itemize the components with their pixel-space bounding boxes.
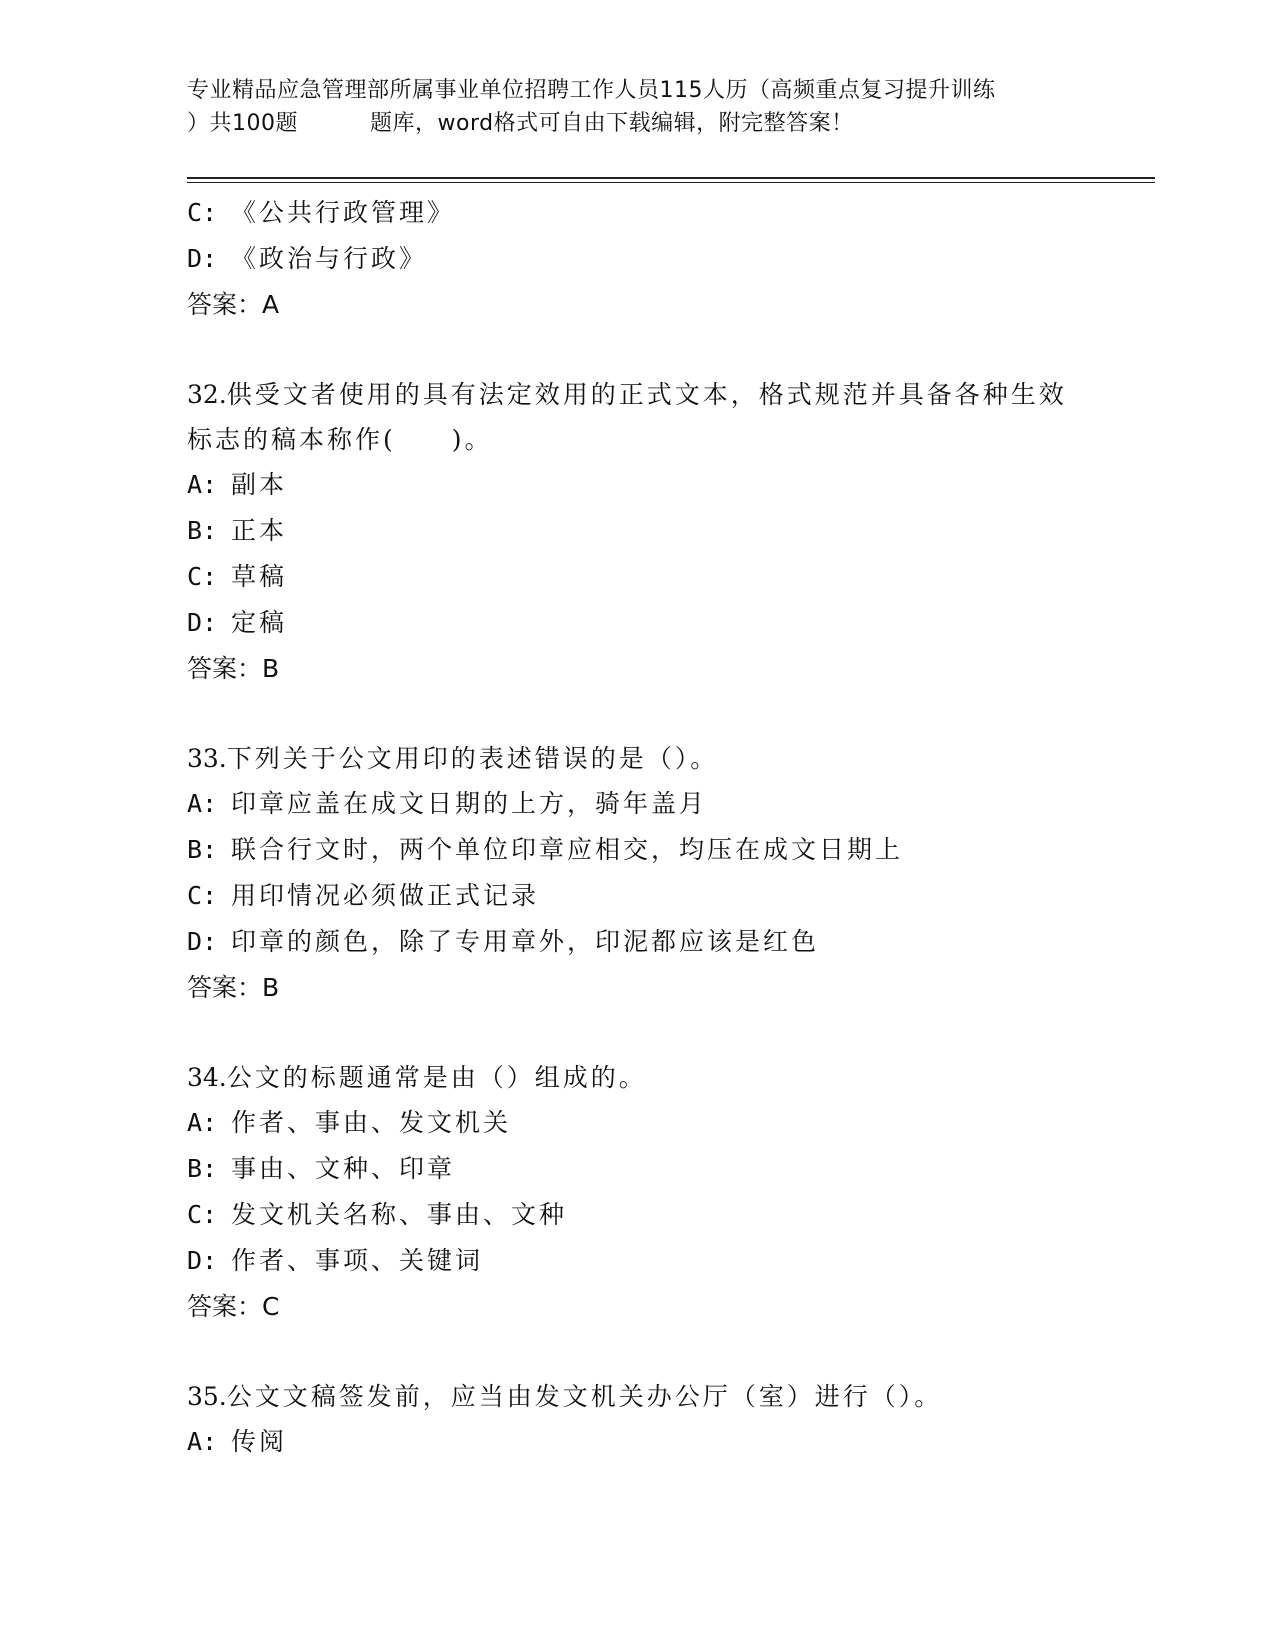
option-c — [187, 190, 1087, 236]
option-text: 《政治与行政》 — [231, 244, 428, 273]
question-31-continued — [187, 190, 1087, 328]
option-text: 草稿 — [231, 562, 288, 591]
header-divider-thin — [187, 182, 1155, 183]
question-number: 32. — [187, 380, 227, 409]
option-text: 副本 — [231, 470, 288, 499]
option-text: 《公共行政管理》 — [231, 198, 456, 227]
option-text: 正本 — [231, 516, 288, 545]
option-label: B: — [187, 1154, 218, 1183]
option-label: C: — [187, 1200, 218, 1229]
option-text: 联合行文时，两个单位印章应相交，均压在成文日期上 — [231, 835, 904, 864]
option-a — [187, 781, 1087, 827]
question-34 — [187, 1055, 1087, 1330]
option-label: B: — [187, 835, 218, 864]
question-32 — [187, 372, 1087, 692]
question-stem — [187, 1374, 1067, 1419]
option-text: 印章应盖在成文日期的上方，骑年盖月 — [231, 789, 708, 818]
question-stem — [187, 736, 1067, 781]
answer-line: 答案：A — [187, 290, 280, 319]
question-text: 公文的标题通常是由（）组成的。 — [226, 1063, 647, 1092]
option-label: A: — [187, 789, 218, 818]
option-text: 发文机关名称、事由、文种 — [231, 1200, 568, 1229]
option-d — [187, 600, 1087, 646]
option-label: D: — [187, 927, 218, 956]
answer-line: 答案：B — [187, 654, 280, 683]
option-d — [187, 1238, 1087, 1284]
option-label: A: — [187, 470, 218, 499]
option-text: 印章的颜色，除了专用章外，印泥都应该是红色 — [231, 927, 820, 956]
option-c — [187, 554, 1087, 600]
question-stem — [187, 372, 1067, 462]
header-line-1: 专业精品应急管理部所属事业单位招聘工作人员115人历（高频重点复习提升训练 — [187, 78, 996, 103]
header-divider-thick — [187, 177, 1155, 179]
option-label: A: — [187, 1427, 218, 1456]
option-a — [187, 1100, 1087, 1146]
option-label: D: — [187, 244, 218, 273]
option-b — [187, 1146, 1087, 1192]
header-line-2-a: ）共100题 — [187, 111, 298, 136]
option-label: A: — [187, 1108, 218, 1137]
answer-line: 答案：B — [187, 973, 280, 1002]
document-header — [187, 74, 1107, 140]
question-stem — [187, 1055, 1067, 1100]
option-label: D: — [187, 1246, 218, 1275]
option-a — [187, 1419, 1087, 1465]
answer-line: 答案：C — [187, 1292, 280, 1321]
question-text: 公文文稿签发前，应当由发文机关办公厅（室）进行（）。 — [226, 1382, 943, 1411]
header-line-2 — [187, 107, 1107, 140]
option-c — [187, 873, 1087, 919]
option-label: C: — [187, 198, 218, 227]
question-number: 34. — [187, 1063, 227, 1092]
question-text: 下列关于公文用印的表述错误的是（）。 — [226, 744, 719, 773]
question-text: 供受文者使用的具有法定效用的正式文本，格式规范并具备各种生效标志的稿本称作( )。 — [187, 380, 1067, 454]
option-d — [187, 919, 1087, 965]
option-a — [187, 462, 1087, 508]
question-number: 33. — [187, 744, 227, 773]
option-text: 用印情况必须做正式记录 — [231, 881, 540, 910]
option-b — [187, 508, 1087, 554]
option-c — [187, 1192, 1087, 1238]
option-b — [187, 827, 1087, 873]
question-35 — [187, 1374, 1087, 1465]
question-number: 35. — [187, 1382, 227, 1411]
option-label: C: — [187, 562, 218, 591]
question-33 — [187, 736, 1087, 1011]
option-text: 事由、文种、印章 — [231, 1154, 456, 1183]
option-text: 作者、事由、发文机关 — [231, 1108, 512, 1137]
option-label: C: — [187, 881, 218, 910]
option-d — [187, 236, 1087, 282]
option-text: 作者、事项、关键词 — [231, 1246, 484, 1275]
question-list — [187, 190, 1087, 1465]
option-text: 定稿 — [231, 608, 288, 637]
option-text: 传阅 — [231, 1427, 288, 1456]
header-line-2-b: 题库，word格式可自由下载编辑，附完整答案！ — [370, 111, 854, 136]
option-label: D: — [187, 608, 218, 637]
option-label: B: — [187, 516, 218, 545]
